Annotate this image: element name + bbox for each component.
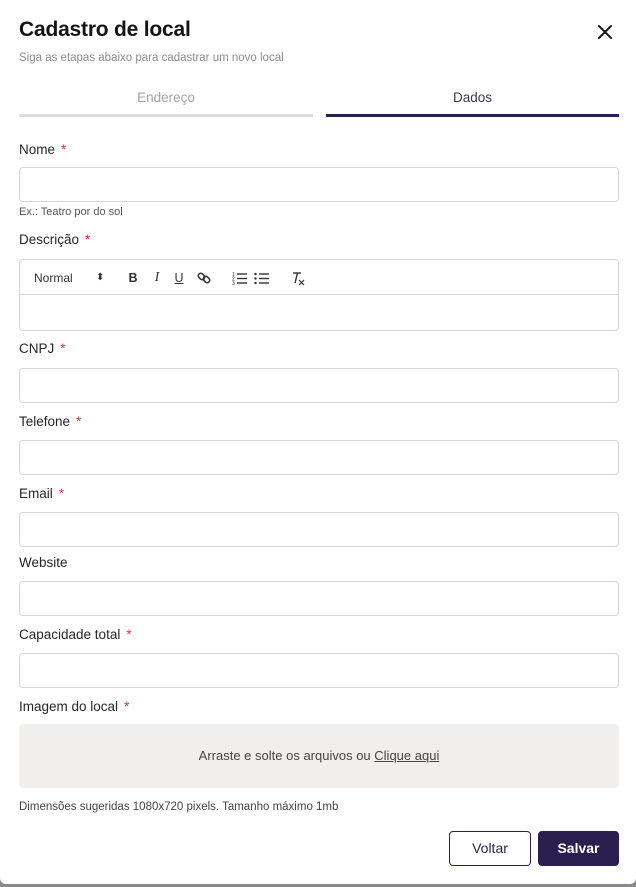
website-label: Website <box>19 555 68 570</box>
descricao-label: Descrição * <box>19 232 91 247</box>
capacidade-label: Capacidade total * <box>19 627 132 642</box>
imagem-label: Imagem do local * <box>19 699 130 714</box>
dimensions-note: Dimensões sugeridas 1080x720 pixels. Tamanho máximo 1mb <box>19 801 339 813</box>
required-marker: * <box>124 699 130 714</box>
svg-text:1: 1 <box>232 272 235 278</box>
upload-link[interactable]: Clique aqui <box>374 748 440 763</box>
telefone-input[interactable] <box>19 440 619 475</box>
telefone-label: Telefone * <box>19 414 82 429</box>
back-button[interactable]: Voltar <box>449 831 531 866</box>
required-marker: * <box>60 341 66 356</box>
required-marker: * <box>126 627 132 642</box>
editor-content-area[interactable] <box>20 296 618 330</box>
nome-input[interactable] <box>19 167 619 202</box>
select-caret-icon: ⬍ <box>96 272 105 283</box>
required-marker: * <box>85 232 91 247</box>
required-marker: * <box>58 486 65 501</box>
underline-icon[interactable]: U <box>174 271 184 285</box>
save-button[interactable]: Salvar <box>538 831 619 866</box>
link-icon[interactable] <box>196 269 212 287</box>
email-label: Email * <box>19 486 65 501</box>
email-input[interactable] <box>19 512 619 547</box>
nome-hint: Ex.: Teatro por do sol <box>19 206 123 218</box>
svg-text:2: 2 <box>232 276 235 283</box>
nome-label: Nome * <box>19 142 67 157</box>
cnpj-label: CNPJ * <box>19 341 66 356</box>
bullet-list-icon[interactable] <box>254 269 270 287</box>
required-marker: * <box>61 142 67 157</box>
clear-format-icon[interactable] <box>290 269 306 287</box>
tab-dados[interactable]: Dados <box>326 84 619 117</box>
format-select[interactable]: Normal ⬍ <box>34 271 105 285</box>
required-marker: * <box>76 414 82 429</box>
step-tabs <box>19 84 619 118</box>
website-input[interactable] <box>19 581 619 616</box>
dropzone-text: Arraste e solte os arquivos ou <box>198 748 371 763</box>
svg-text:3: 3 <box>232 281 235 287</box>
descricao-editor <box>19 259 619 331</box>
tab-endereco[interactable]: Endereço <box>19 84 313 117</box>
capacidade-input[interactable] <box>19 653 619 688</box>
modal-subtitle: Siga as etapas abaixo para cadastrar um novo local <box>19 52 284 64</box>
image-dropzone[interactable] <box>19 724 619 788</box>
ordered-list-icon[interactable] <box>232 269 248 287</box>
bold-icon[interactable]: B <box>128 271 138 285</box>
italic-icon[interactable]: I <box>154 270 160 285</box>
modal-title: Cadastro de local <box>19 18 191 41</box>
editor-toolbar <box>20 260 618 295</box>
close-icon[interactable] <box>594 21 616 43</box>
cnpj-input[interactable] <box>19 368 619 403</box>
